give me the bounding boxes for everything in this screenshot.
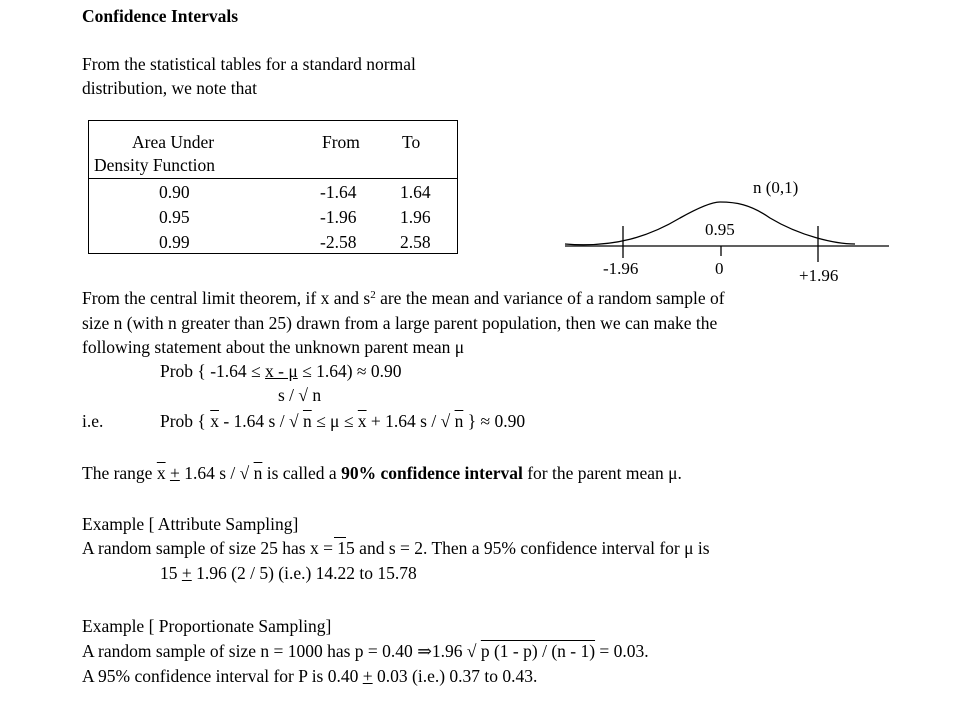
- header-to: To: [402, 132, 421, 152]
- row-area: 0.90: [159, 182, 190, 202]
- header-area-2: Density Function: [94, 155, 216, 175]
- row-area: 0.95: [159, 207, 190, 227]
- right-label: +1.96: [799, 266, 839, 285]
- prob-statement-2: [160, 413, 525, 431]
- superscript: 2: [370, 289, 376, 301]
- intro-line-2: distribution, we note that: [82, 78, 257, 98]
- example-text: A 95% confidence interval for P is 0.40: [82, 666, 363, 686]
- example-text: 1.96 (2 / 5) (i.e.) 14.22 to 15.78: [191, 563, 417, 583]
- prob-text: ≤ 1.64) ≈ 0.90: [297, 361, 402, 381]
- plus-minus: +: [181, 563, 192, 583]
- clt-text: are the mean and variance of a random sample of: [375, 288, 725, 308]
- clt-text: From the central limit theorem, if x and s: [82, 288, 371, 308]
- example-1-line-2: [82, 540, 710, 558]
- plus-minus: +: [362, 666, 373, 686]
- range-text: 1.64 s / √: [179, 463, 254, 483]
- range-text: The range: [82, 463, 157, 483]
- z-table: [88, 120, 458, 254]
- left-label: -1.96: [603, 259, 639, 278]
- row-from: -2.58: [320, 232, 357, 252]
- example-text: 15: [160, 563, 182, 583]
- confidence-interval-term: 90% confidence interval: [341, 463, 523, 483]
- clt-line-2: size n (with n greater than 25) drawn from a large parent population, then we can make the: [82, 313, 718, 333]
- range-text: for the parent mean μ.: [522, 463, 682, 483]
- example-1-line-3: [160, 565, 417, 583]
- area-label: 0.95: [705, 220, 735, 239]
- range-text: is called a: [262, 463, 342, 483]
- prob-text: Prob {: [160, 411, 211, 431]
- example-2-heading: Example [ Proportionate Sampling]: [82, 616, 332, 636]
- example-1-heading: Example [ Attribute Sampling]: [82, 514, 299, 534]
- example-text: A random sample of size n = 1000 has p = 0.40: [82, 641, 418, 661]
- x-bar: x: [309, 538, 319, 558]
- row-from: -1.96: [320, 207, 357, 227]
- header-from: From: [322, 132, 360, 152]
- center-label: 0: [715, 259, 724, 278]
- clt-line-1: [82, 290, 725, 308]
- prob-text: Prob { -1.64 ≤: [160, 361, 266, 381]
- sqrt-n: n: [253, 463, 263, 483]
- ie-label: i.e.: [82, 411, 104, 431]
- prob-statement-1: [160, 363, 402, 381]
- row-to: 2.58: [400, 232, 431, 252]
- sqrt-n: n: [302, 411, 312, 431]
- example-text: A random sample of size 25 has: [82, 538, 310, 558]
- clt-line-3: following statement about the unknown parent mean μ: [82, 337, 465, 357]
- dist-label: n (0,1): [753, 178, 799, 197]
- row-from: -1.64: [320, 182, 357, 202]
- page-title: Confidence Intervals: [82, 6, 239, 26]
- example-2-line-3: [82, 668, 537, 686]
- implies-arrow-icon: ⇒: [417, 641, 432, 661]
- example-text: = 15 and s = 2. Then a 95% confidence interval for μ is: [318, 538, 710, 558]
- example-text: 1.96 √: [431, 641, 481, 661]
- fraction-denominator: s / √ n: [278, 385, 322, 405]
- plus-minus: +: [169, 463, 180, 483]
- fraction-numerator: x - μ: [265, 361, 298, 381]
- prob-text: - 1.64 s / √: [218, 411, 303, 431]
- sqrt-n: n: [454, 411, 464, 431]
- prob-text: + 1.64 s / √: [366, 411, 455, 431]
- x-bar: $\overline{x}$: [210, 411, 219, 431]
- radicand: p (1 - p) / (n - 1): [480, 641, 596, 661]
- row-to: 1.96: [400, 207, 431, 227]
- intro-line-1: From the statistical tables for a standard normal: [82, 54, 416, 74]
- range-statement: [82, 465, 682, 483]
- prob-text: } ≈ 0.90: [463, 411, 526, 431]
- row-area: 0.99: [159, 232, 190, 252]
- normal-curve-diagram: [555, 170, 895, 290]
- example-text: = 0.03.: [595, 641, 649, 661]
- example-text: 0.03 (i.e.) 0.37 to 0.43.: [372, 666, 538, 686]
- row-to: 1.64: [400, 182, 431, 202]
- x-bar: $\overline{x}$: [156, 463, 166, 483]
- example-2-line-2: [82, 643, 649, 661]
- prob-text: ≤ μ ≤: [311, 411, 358, 431]
- table-divider: [89, 178, 457, 179]
- x-bar: $\overline{x}$: [357, 411, 367, 431]
- header-area-1: Area Under: [132, 132, 215, 152]
